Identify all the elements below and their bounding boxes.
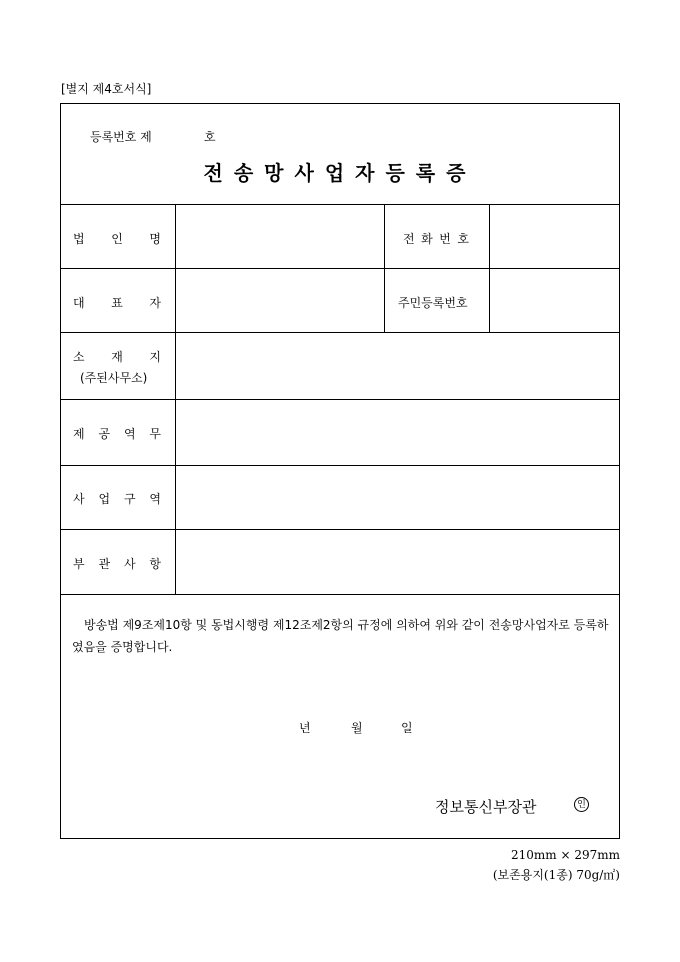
date-day: 일 xyxy=(401,721,413,735)
resident-number-field[interactable] xyxy=(492,292,617,312)
column-divider xyxy=(384,204,385,332)
registration-number-prefix: 등록번호 제 xyxy=(90,130,152,144)
location-sub-label: (주된사무소) xyxy=(80,371,148,385)
business-area-label: 사 업 구 역 xyxy=(73,492,161,506)
registration-number-suffix: 호 xyxy=(204,130,216,144)
resident-number-label: 주민등록번호 xyxy=(398,296,468,310)
corp-name-label: 법 인 명 xyxy=(73,232,161,246)
paper-type: (보존용지(1종) 70g/㎡) xyxy=(492,868,620,882)
certificate-frame xyxy=(60,103,620,839)
phone-label: 전 화 번 호 xyxy=(403,232,469,246)
divider xyxy=(60,529,620,530)
certificate-title: 전송망사업자등록증 xyxy=(203,161,477,185)
date-year: 년 xyxy=(299,721,311,735)
divider xyxy=(60,268,620,269)
divider xyxy=(60,594,620,595)
divider xyxy=(60,465,620,466)
divider xyxy=(60,332,620,333)
location-field[interactable] xyxy=(178,356,616,376)
corp-name-field[interactable] xyxy=(178,229,383,249)
signatory: 정보통신부장관 xyxy=(435,798,537,816)
date-month: 월 xyxy=(351,721,363,735)
conditions-field[interactable] xyxy=(178,552,616,572)
paper-size: 210mm × 297mm xyxy=(510,848,620,862)
location-label: 소 재 지 xyxy=(73,350,161,364)
seal-icon: 인 xyxy=(574,797,589,812)
service-field[interactable] xyxy=(178,422,616,442)
service-label: 제 공 역 무 xyxy=(73,427,161,441)
conditions-label: 부 관 사 항 xyxy=(73,557,161,571)
representative-label: 대 표 자 xyxy=(73,296,161,310)
divider xyxy=(60,204,620,205)
label-column-divider xyxy=(175,204,176,594)
form-id: [별지 제4호서식] xyxy=(61,82,152,96)
certification-statement: 방송법 제9조제10항 및 동법시행령 제12조제2항의 규정에 의하여 위와 같이 전송망사업자로 등록하였음을 증명합니다. xyxy=(72,618,609,654)
phone-field[interactable] xyxy=(492,229,617,249)
business-area-field[interactable] xyxy=(178,487,616,507)
column-divider xyxy=(489,204,490,332)
representative-field[interactable] xyxy=(178,292,383,312)
divider xyxy=(60,399,620,400)
